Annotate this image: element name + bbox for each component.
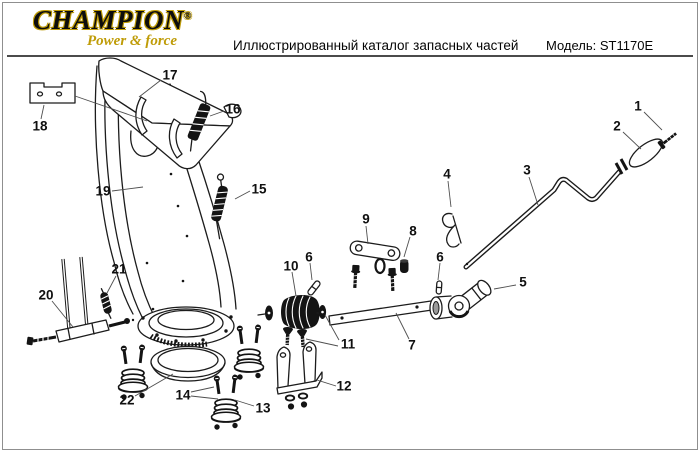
callout-20: 20 xyxy=(38,287,54,303)
part-9-bracket-plate xyxy=(349,240,400,261)
page-title: Иллюстрированный каталог запасных частей xyxy=(233,38,519,53)
callout-14: 14 xyxy=(175,387,191,403)
spring-bolt-assembly-13-14 xyxy=(212,374,241,429)
callout-leader-4 xyxy=(448,181,451,207)
brand-tagline: Power & force xyxy=(87,33,177,49)
bolt xyxy=(387,268,397,291)
part-21-spring xyxy=(98,287,113,319)
part-6-pin-left xyxy=(307,280,321,296)
callout-leader-5 xyxy=(494,285,516,289)
callout-18: 18 xyxy=(32,118,48,134)
callout-leader-6 xyxy=(438,263,440,280)
callout-leader-6 xyxy=(310,263,312,280)
callout-leader-10 xyxy=(292,272,296,296)
callout-21: 21 xyxy=(111,261,127,277)
part-11-screw xyxy=(282,327,293,345)
callout-15: 15 xyxy=(251,181,267,197)
part-3-crank-rod xyxy=(466,159,627,267)
callout-1: 1 xyxy=(634,98,642,114)
callout-9: 9 xyxy=(362,211,370,227)
callout-5: 5 xyxy=(519,274,527,290)
part-18-mount-bracket xyxy=(30,83,75,103)
callout-leader-9 xyxy=(366,226,368,244)
callout-8: 8 xyxy=(409,223,417,239)
part-22-chute-ring xyxy=(151,347,225,382)
callout-2: 2 xyxy=(613,118,621,134)
callout-10: 10 xyxy=(283,258,299,274)
bracket-bolt-left xyxy=(26,337,56,346)
part-6-pin-right xyxy=(436,281,442,294)
part-4-cotter-pin xyxy=(443,213,461,247)
callout-leader-14 xyxy=(191,396,218,399)
callout-4: 4 xyxy=(443,166,451,182)
callout-leader-18 xyxy=(41,105,44,119)
callout-7: 7 xyxy=(408,337,416,353)
callout-3: 3 xyxy=(523,162,531,178)
callout-16: 16 xyxy=(225,101,241,117)
callout-22: 22 xyxy=(119,392,135,408)
callout-17: 17 xyxy=(162,67,178,83)
callout-11: 11 xyxy=(340,336,356,352)
part-10-worm-gear xyxy=(258,295,326,329)
callout-leader-8 xyxy=(404,237,410,257)
callout-leader-15 xyxy=(235,191,250,199)
bracket-bolt-right xyxy=(109,318,134,326)
callout-6: 6 xyxy=(305,249,313,265)
model-label: Модель: ST1170E xyxy=(546,38,654,53)
callout-12: 12 xyxy=(336,378,352,394)
part-12-u-bracket xyxy=(277,342,322,410)
spring-bolt-assembly xyxy=(235,324,264,379)
brand-text: CHAMPION xyxy=(33,5,185,35)
callout-6: 6 xyxy=(436,249,444,265)
chute-flange xyxy=(138,307,234,345)
callout-leader-14 xyxy=(191,387,214,392)
washer xyxy=(376,259,385,273)
callout-leader-7 xyxy=(396,313,409,339)
callout-19: 19 xyxy=(95,183,111,199)
callout-leader-1 xyxy=(644,112,662,130)
callout-leader-19 xyxy=(112,187,143,191)
bracket-nuts xyxy=(286,393,307,409)
callout-leader-3 xyxy=(529,177,538,205)
part-7-shaft-bar xyxy=(329,301,432,325)
part-15-spring xyxy=(203,173,235,238)
bolt xyxy=(350,265,360,288)
callout-leader-21 xyxy=(107,276,116,293)
registered-mark: ® xyxy=(184,11,193,22)
callout-leader-2 xyxy=(623,132,641,149)
callout-leader-20 xyxy=(52,301,73,327)
callout-leader-13 xyxy=(235,400,254,406)
part-8-nut xyxy=(400,259,409,273)
callout-13: 13 xyxy=(255,400,271,416)
